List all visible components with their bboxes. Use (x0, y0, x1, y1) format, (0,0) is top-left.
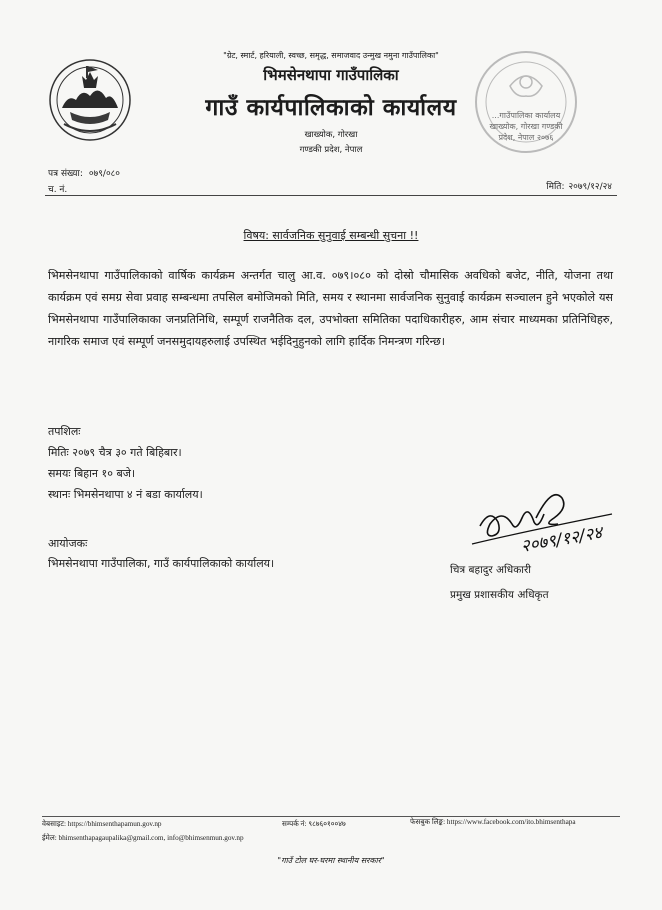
notice-body: भिमसेनथापा गाउँपालिकाको वार्षिक कार्यक्रम अन्तर्गत चालु आ.व. ०७९।०८० को दोस्रो चौमासिक अवधिको बजेट, नीति, योजना तथा कार्यक्रम एवं समग्र सेवा प्रवाह सम्बन्धमा तपसिल बमोजिमको मिति, समय र स्थानमा सार्वजनिक सुनुवाई कार्यक्रम सञ्चालन हुने भएकोले यस भिमसेनथापा गाउँपालिकाका जनप्रतिनिधि, सम्पूर्ण राजनैतिक दल, उपभोक्ता समितिका पदाधिकारीहरु, आम संचार माध्यमका प्रतिनिधिहरु, नागरिक समाज एवं सम्पूर्ण जनसमुदायहरुलाई उपस्थित भईदिनुहुनको लागि हार्दिक निमन्त्रण गरिन्छ। (48, 269, 613, 348)
organizer-value: भिमसेनथापा गाउँपालिका, गाउँ कार्यपालिकाको कार्यालय। (48, 557, 275, 570)
office-title: गाउँ कार्यपालिकाको कार्यालय (205, 95, 457, 121)
detail-place: स्थानः भिमसेनथापा ४ नं बडा कार्यालय। (48, 488, 203, 501)
footer-slogan: "गाउँ टोल घर-घरमा स्थानीय सरकार" (277, 856, 385, 865)
footer-website[interactable]: वेबसाइट: https://bhimsenthapamun.gov.np (42, 820, 162, 828)
signature-date: २०७९/१२/२४ (519, 522, 604, 557)
footer-email[interactable]: ईमेल: bhimsenthapagaupalika@gmail.com, info@bhimsenmun.gov.np (42, 834, 244, 842)
details-heading: तपशिलः (48, 425, 81, 438)
date-label: मिति: (546, 182, 565, 192)
footer-phone: सम्पर्क नं: ९८७६०१००४७ (282, 820, 346, 828)
header-motto: "ग्रेट, स्मार्ट, हरियाली, स्वच्छ, समृद्ध, समाजवाद उन्मुख नमुना गाउँपालिका" (223, 51, 439, 60)
header-divider (45, 195, 617, 196)
signature-icon (462, 478, 632, 570)
date-value: २०७९/१२/२४ (568, 182, 612, 192)
reference-number (48, 166, 120, 179)
subject-line (0, 228, 662, 243)
reference-value: ०७९/०८० (88, 169, 120, 179)
address-line-1: खाख्योक, गोरखा (304, 130, 358, 140)
signer-name: चित्र बहादुर अधिकारी (450, 564, 532, 576)
municipality-name: भिमसेनथापा गाउँपालिका (263, 66, 399, 84)
subject-text: विषय: सार्वजनिक सुनुवाई सम्बन्धी सुचना !! (243, 229, 419, 242)
detail-time: समयः बिहान १० बजे। (48, 467, 136, 480)
reference-label: पत्र संख्या: (48, 169, 83, 179)
organizer-label: आयोजकः (48, 537, 88, 550)
serial-number-label: च. नं. (48, 185, 68, 195)
footer-facebook[interactable]: फेसबुक लिङ्क: https://www.facebook.com/ito.bhimsenthapa (410, 818, 576, 826)
signer-title: प्रमुख प्रशासकीय अधिकृत (450, 589, 549, 601)
detail-date: मितिः २०७९ चैत्र ३० गते बिहिबार। (48, 446, 182, 459)
letter-date (546, 179, 612, 192)
stamp-text: ...गाउँपालिका कार्यालय खाख्योक, गोरखा गण्डकी प्रदेश, नेपाल २०७६ (489, 111, 563, 142)
address-line-2: गण्डकी प्रदेश, नेपाल (299, 145, 363, 155)
